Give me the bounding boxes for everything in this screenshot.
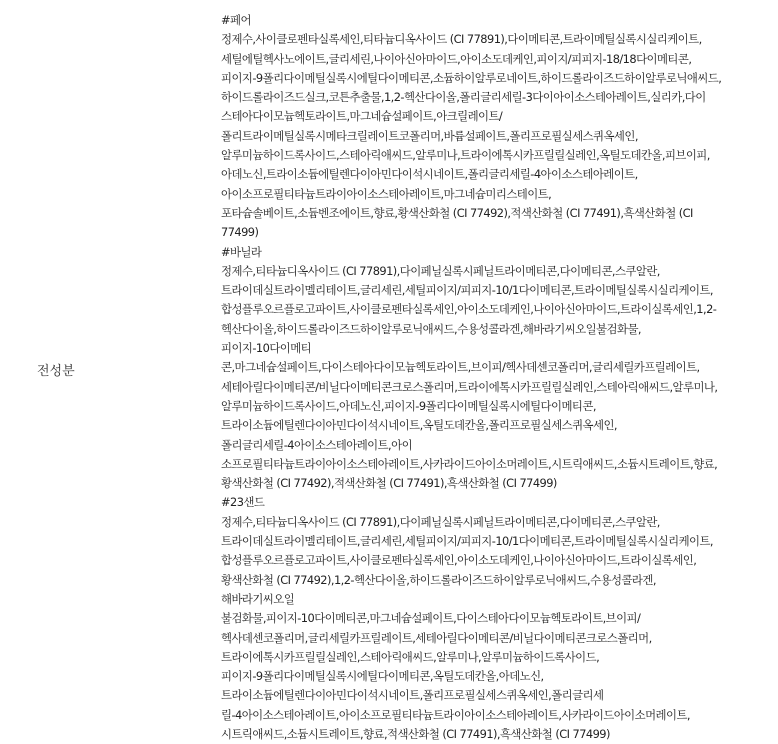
ingredients-label-cell	[0, 0, 210, 738]
section-title: #23샌드	[221, 495, 265, 510]
ingredient-section-vanilla	[221, 243, 767, 494]
section-ingredients-text: 정제수,사이클로펜타실록세인,티타늄디옥사이드 (CI 77891),다이메티콘,트라이메틸실록시실리케이트, 세틸에틸헥사노에이트,글리세린,나이아신아마이드,아이소도데케인,피이지/피피지-18/18다이메티콘, 피이지-9폴리다이메틸실록시에틸다이메티콘,소듐하이알루로네이트,하이드롤라이즈드하이알루로닉애씨드, 하이드롤라이즈드실크,코튼추출물,1,2-헥산다이올,폴리글리세릴-3다이아이소스테아레이트,실리카,다이 스테아다이모늄헥토라이트,마그네슘설페이트,아크릴레이트/ 폴리트라이메틸실록시메타크릴레이트코폴리머,바륨설페이트,폴리프로필실세스퀴옥세인, 알루미늄하이드록사이드,스테아릭애씨드,알루미나,트라이에톡시카프릴릴실레인,옥틸도데칸올,피브이피, 아데노신,트라이소듐에틸렌다이아민다이석시네이트,폴리글리세릴-4아이소스테아레이트, 아이소프로필티타늄트라이아이소스테아레이트,마그네슘미리스테이트, 포타슘솔베이트,소듐벤조에이트,향료,황색산화철 (CI 77492),적색산화철 (CI 77491),흑색산화철 (CI 77499)	[221, 32, 722, 240]
section-title: #페어	[221, 13, 251, 27]
ingredient-section-pear	[221, 11, 767, 243]
section-ingredients-text: 정제수,티타늄디옥사이드 (CI 77891),다이페닐실록시페닐트라이메티콘,다이메티콘,스쿠알란, 트라이데실트라이멜리테이트,글리세린,세틸피이지/피피지-10/1다이메티콘,트라이메틸실록시실리케이트, 합성플루오르플로고파이트,사이클로펜타실록세인,아이소도데케인,나이아신아마이드,트라이실록세인,1,2- 헥산다이올,하이드롤라이즈드하이알루로닉애씨드,수용성콜라겐,해바라기씨오일불검화물, 피이지-10다이메티 콘,마그네슘설페이트,다이스테아다이모늄헥토라이트,브이피/헥사데센코폴리머,글리세릴카프릴레이트, 세테아릴다이메티콘/비닐다이메티콘크로스폴리머,트라이에톡시카프릴릴실레인,스테아릭애씨드,알루미나, 알루미늄하이드록사이드,아데노신,피이지-9폴리다이메틸실록시에틸다이메티콘, 트라이소듐에틸렌다이아민다이석시네이트,옥틸도데칸올,폴리프로필실세스퀴옥세인, 폴리글리세릴-4아이소스테아레이트,아이 소프로필티타늄트라이아이소스테아레이트,사카라이드아이소머레이트,시트릭애씨드,소듐시트레이트,향료, 황색산화철 (CI 77492),적색산화철 (CI 77491),흑색산화철 (CI 77499)	[221, 263, 718, 491]
section-ingredients-text: 정제수,티타늄디옥사이드 (CI 77891),다이페닐실록시페닐트라이메티콘,다이메티콘,스쿠알란, 트라이데실트라이멜리테이트,글리세린,세틸피이지/피피지-10/1다이메티콘,트라이메틸실록시실리케이트, 합성플루오르플로고파이트,사이클로펜타실록세인,아이소도데케인,나이아신아마이드,트라이실록세인, 황색산화철 (CI 77492),1,2-헥산다이올,하이드롤라이즈드하이알루로닉애씨드,수용성콜라겐, 해바라기씨오일 불검화물,피이지-10다이메티콘,마그네슘설페이트,다이스테아다이모늄헥토라이트,브이피/ 헥사데센코폴리머,글리세릴카프릴레이트,세테아릴다이메티콘/비닐다이메티콘크로스폴리머, 트라이에톡시카프릴릴실레인,스테아릭애씨드,알루미나,알루미늄하이드록사이드, 피이지-9폴리다이메틸실록시에틸다이메티콘,옥틸도데칸올,아데노신, 트라이소듐에틸렌다이아민다이석시네이트,폴리프로필실세스퀴옥세인,폴리글리세 릴-4아이소스테아레이트,아이소프로필티타늄트라이아이소스테아레이트,사카라이드아이소머레이트, 시트릭애씨드,소듐시트레이트,향료,적색산화철 (CI 77491),흑색산화철 (CI 77499)	[221, 514, 714, 741]
ingredients-content-cell	[221, 11, 767, 744]
ingredient-section-23-sand	[221, 493, 767, 744]
section-title: #바닐라	[221, 244, 262, 259]
ingredients-label: 전성분	[37, 363, 75, 379]
